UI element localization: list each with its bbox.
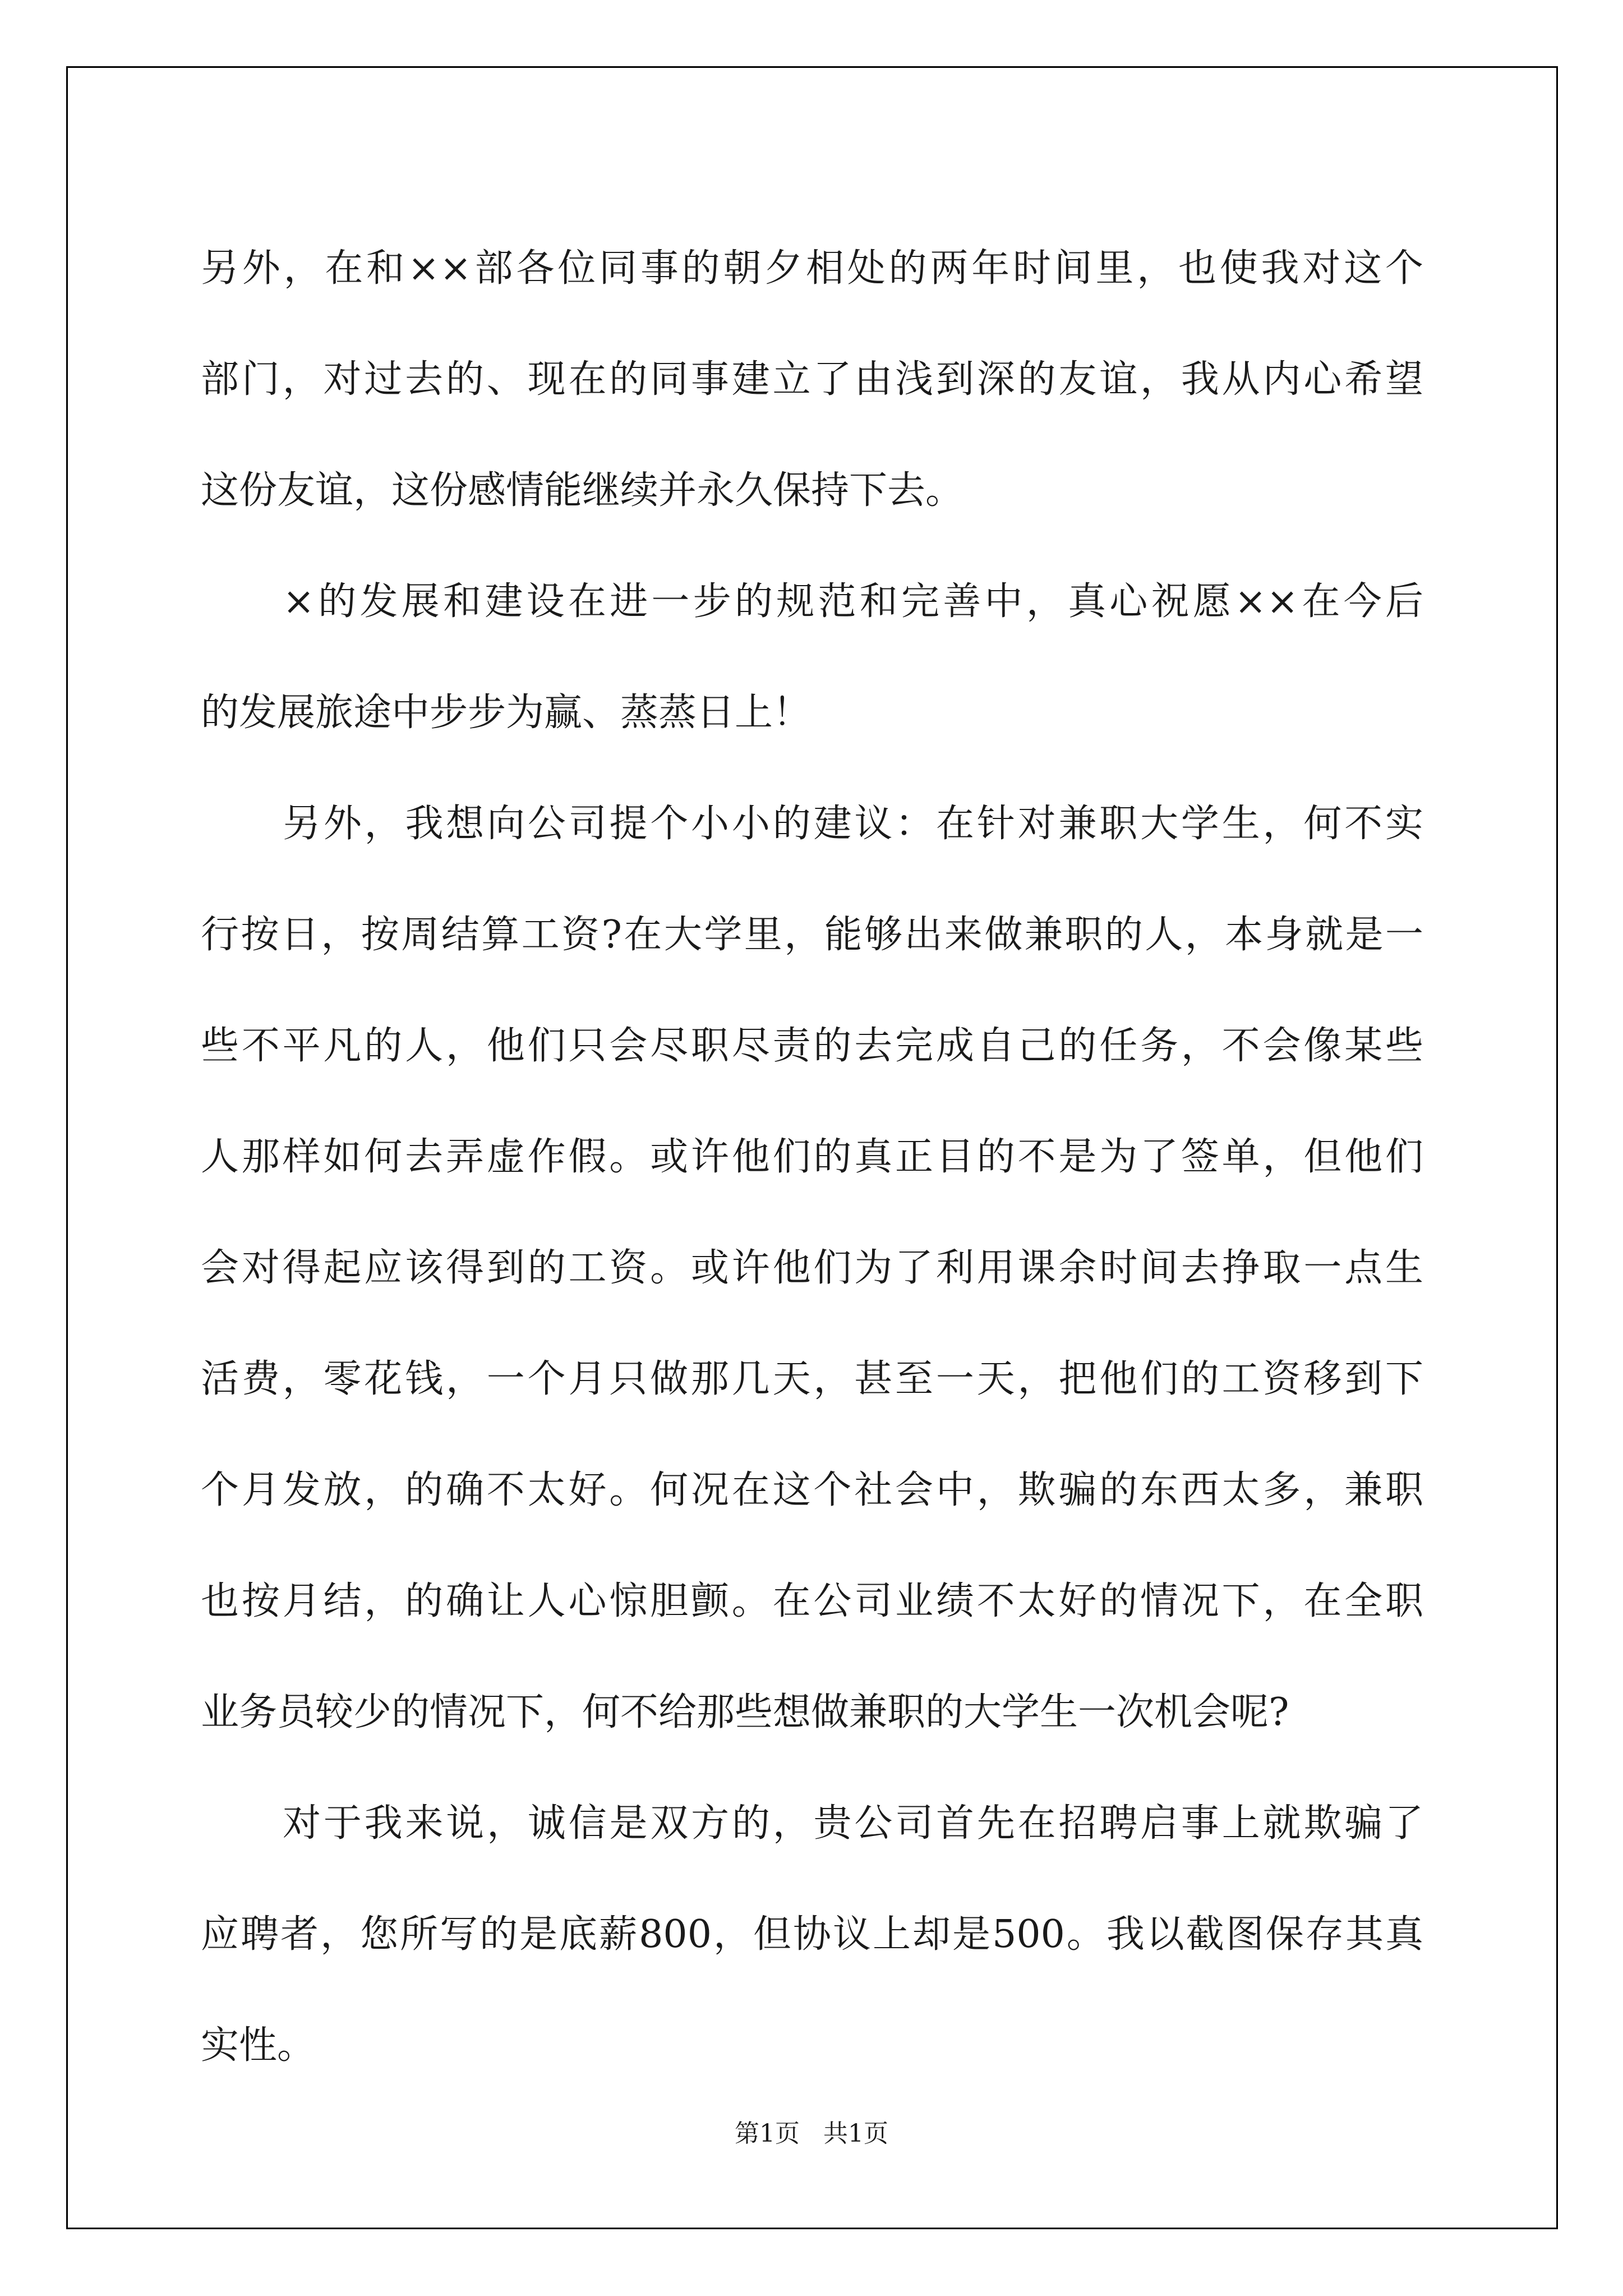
page-number-footer: 第1页 共1页 [735, 2119, 888, 2148]
text-line: 另外，在和××部各位同事的朝夕相处的两年时间里，也使我对这个 [201, 246, 1423, 291]
text-line: 些不平凡的人，他们只会尽职尽责的去完成自己的任务，不会像某些 [201, 1024, 1423, 1068]
text-line: 这份友谊，这份感情能继续并永久保持下去。 [201, 468, 964, 513]
text-line: 人那样如何去弄虚作假。或许他们的真正目的不是为了签单，但他们 [201, 1135, 1423, 1179]
text-line: 应聘者，您所写的是底薪800，但协议上却是500。我以截图保存其真 [201, 1912, 1423, 1957]
text-line: 部门，对过去的、现在的同事建立了由浅到深的友谊，我从内心希望 [201, 357, 1423, 402]
document-body [201, 213, 1423, 2101]
text-line: 实性。 [201, 2023, 316, 2068]
text-line: ×的发展和建设在进一步的规范和完善中，真心祝愿××在今后 [283, 579, 1423, 624]
text-line: 会对得起应该得到的工资。或许他们为了利用课余时间去挣取一点生 [201, 1246, 1423, 1290]
text-line: 也按月结，的确让人心惊胆颤。在公司业绩不太好的情况下，在全职 [201, 1579, 1423, 1623]
text-line: 业务员较少的情况下，何不给那些想做兼职的大学生一次机会呢? [201, 1690, 1289, 1734]
text-line: 活费，零花钱，一个月只做那几天，甚至一天，把他们的工资移到下 [201, 1357, 1423, 1401]
text-line: 另外，我想向公司提个小小的建议：在针对兼职大学生，何不实 [283, 802, 1423, 846]
text-line: 的发展旅途中步步为赢、蒸蒸日上！ [201, 691, 811, 735]
text-line: 行按日，按周结算工资?在大学里，能够出来做兼职的人，本身就是一 [201, 913, 1423, 957]
text-line: 对于我来说，诚信是双方的，贵公司首先在招聘启事上就欺骗了 [283, 1801, 1423, 1846]
text-line: 个月发放，的确不太好。何况在这个社会中，欺骗的东西太多，兼职 [201, 1468, 1423, 1512]
